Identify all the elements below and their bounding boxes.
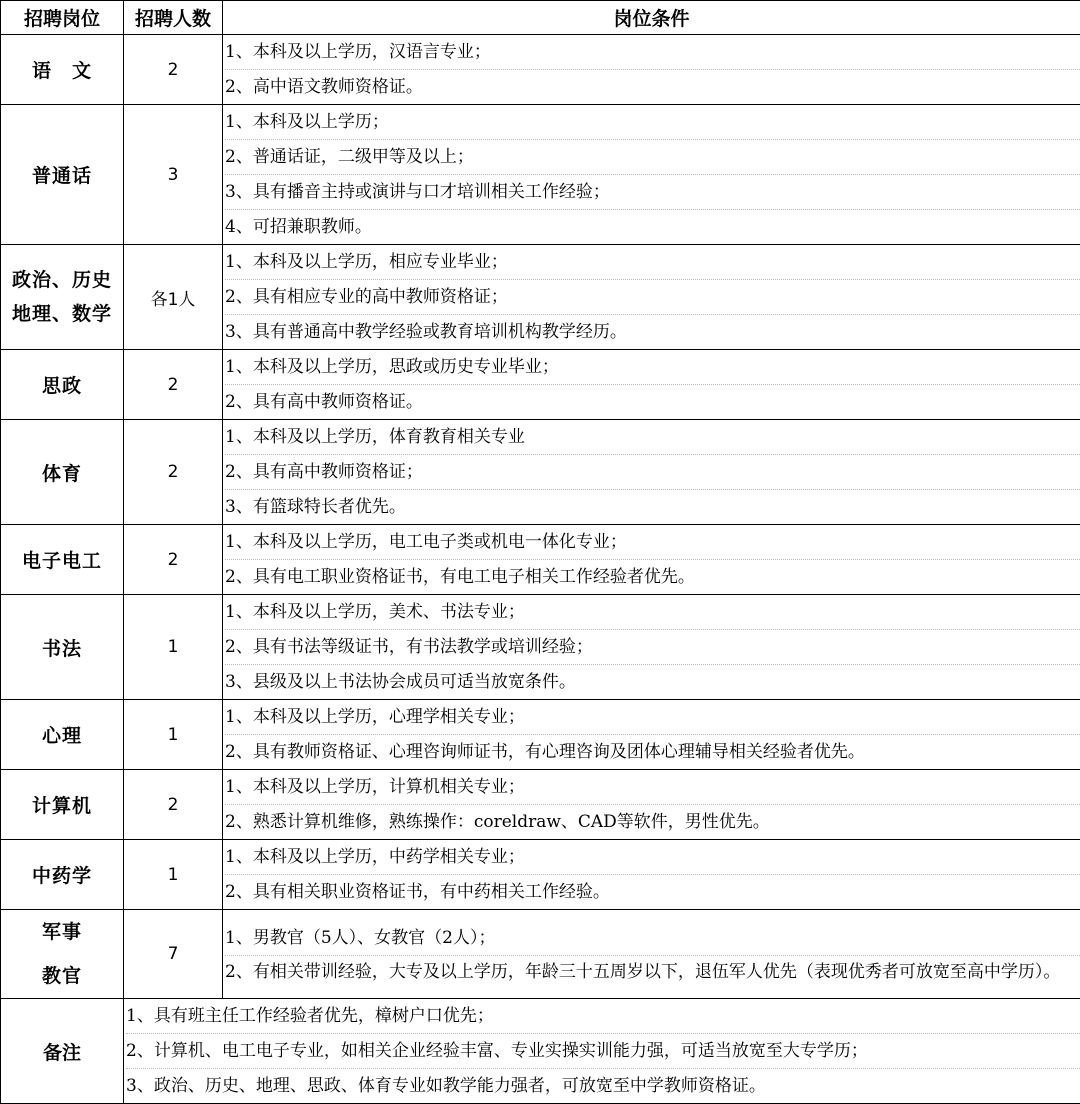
conditions-cell [223,245,1080,350]
note-line: 2、计算机、电工电子专业，如相关企业经验丰富、专业实操实训能力强，可适当放宽至大专学历； [126,1034,1080,1069]
note-line: 1、具有班主任工作经验者优先，樟树户口优先； [126,999,1080,1034]
condition-line: 2、具有电工职业资格证书，有电工电子相关工作经验者优先。 [225,560,1080,594]
count-cell: 1 [124,595,223,700]
condition-line: 1、男教官（5人）、女教官（2人）； [225,921,1080,956]
position-cell: 体育 [1,420,124,525]
header-count: 招聘人数 [124,1,223,35]
count-cell: 2 [124,770,223,840]
condition-line: 1、本科及以上学历，相应专业毕业； [225,245,1080,280]
condition-line: 4、可招兼职教师。 [225,210,1080,244]
table-row [1,350,1080,420]
table-row [1,700,1080,770]
count-cell: 7 [124,910,223,999]
notes-label: 备注 [1,999,124,1104]
position-cell [1,910,124,999]
condition-line: 1、本科及以上学历，思政或历史专业毕业； [225,350,1080,385]
conditions-cell [223,595,1080,700]
table-row [1,35,1080,105]
condition-line: 2、有相关带训经验，大专及以上学历，年龄三十五周岁以下，退伍军人优先（表现优秀者可放宽至高中学历）。 [225,956,1080,988]
condition-line: 1、本科及以上学历； [225,105,1080,140]
condition-line: 1、本科及以上学历，计算机相关专业； [225,770,1080,805]
condition-line: 2、具有高中教师资格证。 [225,385,1080,419]
header-position: 招聘岗位 [1,1,124,35]
table-row [1,525,1080,595]
condition-line: 1、本科及以上学历，体育教育相关专业 [225,420,1080,455]
table-row [1,420,1080,525]
conditions-cell [223,350,1080,420]
conditions-cell [223,525,1080,595]
note-line: 3、政治、历史、地理、思政、体育专业如教学能力强者，可放宽至中学教师资格证。 [126,1069,1080,1103]
condition-line: 1、本科及以上学历，电工电子类或机电一体化专业； [225,525,1080,560]
conditions-cell [223,840,1080,910]
condition-line: 1、本科及以上学历，美术、书法专业； [225,595,1080,630]
count-cell: 各1人 [124,245,223,350]
count-cell: 2 [124,525,223,595]
condition-line: 2、高中语文教师资格证。 [225,70,1080,104]
notes-row [1,999,1080,1104]
table-row [1,910,1080,999]
position-cell: 心理 [1,700,124,770]
conditions-cell [223,700,1080,770]
count-cell: 1 [124,840,223,910]
table-row [1,105,1080,245]
condition-line: 2、具有相应专业的高中教师资格证； [225,280,1080,315]
condition-line: 2、熟悉计算机维修，熟练操作：coreldraw、CAD等软件，男性优先。 [225,805,1080,839]
count-cell: 2 [124,35,223,105]
header-row [1,1,1080,35]
table-row [1,595,1080,700]
condition-line: 3、有篮球特长者优先。 [225,490,1080,524]
position-line: 教官 [1,954,123,998]
position-cell: 书法 [1,595,124,700]
count-cell: 2 [124,420,223,525]
table-row [1,840,1080,910]
count-cell: 1 [124,700,223,770]
condition-line: 1、本科及以上学历，中药学相关专业； [225,840,1080,875]
condition-line: 3、县级及以上书法协会成员可适当放宽条件。 [225,665,1080,699]
count-cell: 2 [124,350,223,420]
condition-line: 2、具有相关职业资格证书，有中药相关工作经验。 [225,875,1080,909]
position-line: 地理、数学 [1,297,123,331]
position-cell: 普通话 [1,105,124,245]
position-line: 军事 [1,910,123,954]
condition-line: 2、具有高中教师资格证； [225,455,1080,490]
condition-line: 1、本科及以上学历，心理学相关专业； [225,700,1080,735]
position-cell: 中药学 [1,840,124,910]
position-line: 政治、历史 [1,263,123,297]
conditions-cell [223,420,1080,525]
condition-line: 2、普通话证，二级甲等及以上； [225,140,1080,175]
conditions-cell [223,35,1080,105]
condition-line: 2、具有教师资格证、心理咨询师证书，有心理咨询及团体心理辅导相关经验者优先。 [225,735,1080,769]
notes-cell [124,999,1080,1104]
header-conditions: 岗位条件 [223,1,1080,35]
condition-line: 1、本科及以上学历，汉语言专业； [225,35,1080,70]
position-cell: 思政 [1,350,124,420]
position-cell: 语 文 [1,35,124,105]
condition-line: 3、具有播音主持或演讲与口才培训相关工作经验； [225,175,1080,210]
condition-line: 2、具有书法等级证书，有书法教学或培训经验； [225,630,1080,665]
position-cell: 电子电工 [1,525,124,595]
position-cell: 计算机 [1,770,124,840]
conditions-cell [223,770,1080,840]
table-row [1,245,1080,350]
condition-line: 3、具有普通高中教学经验或教育培训机构教学经历。 [225,315,1080,349]
position-cell [1,245,124,350]
table-row [1,770,1080,840]
count-cell: 3 [124,105,223,245]
conditions-cell [223,910,1080,999]
conditions-cell [223,105,1080,245]
